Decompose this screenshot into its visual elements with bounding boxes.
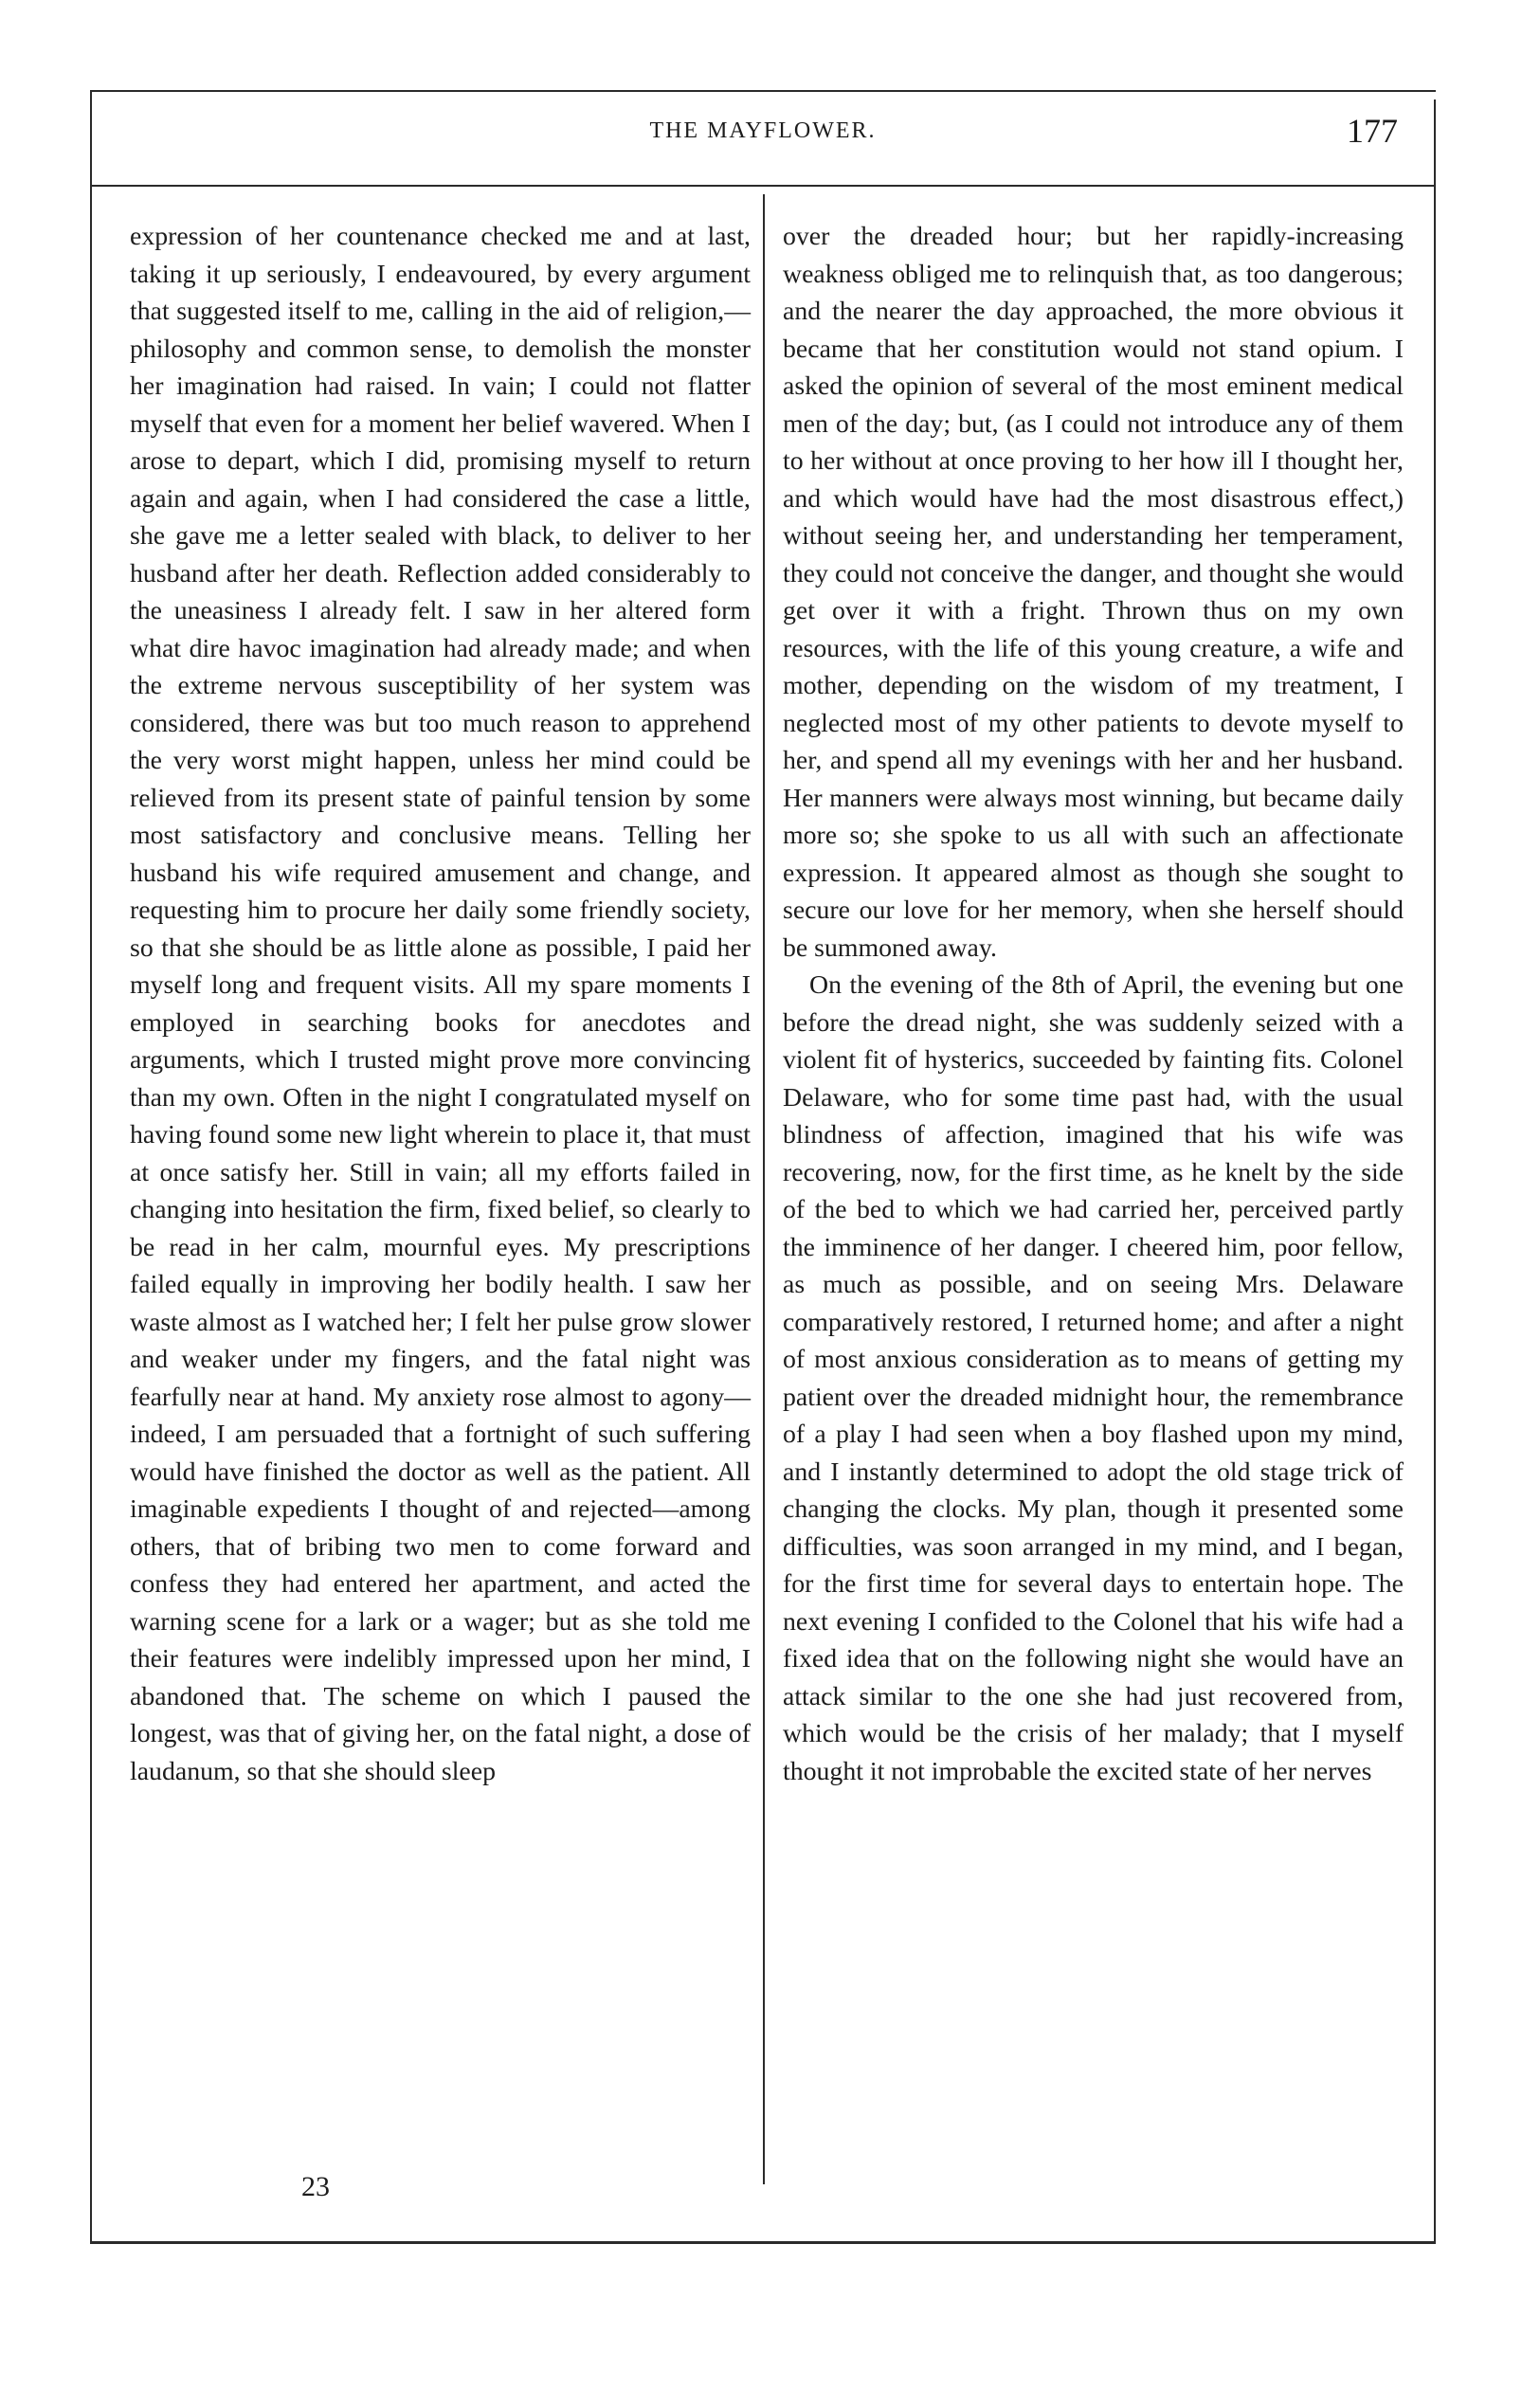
- right-column: [783, 218, 1404, 1790]
- running-title: THE MAYFLOWER.: [649, 118, 877, 143]
- right-border-rule: [1434, 100, 1436, 2241]
- header-rule: [90, 185, 1436, 187]
- left-border-rule: [90, 90, 92, 2241]
- column-divider: [763, 194, 765, 2184]
- top-border-rule: [90, 90, 1436, 92]
- left-column-paragraph: expression of her countenance checked me and at last, taking it up seriously, I endeavoured, by every argument that suggested itself to me, calling in the aid of religion,—philosophy and common sense, to demolish the monster her imagination had raised. In vain; I could not flatter myself that even for a moment her belief wavered. When I arose to depart, which I did, promising myself to return again and again, when I had considered the case a little, she gave me a letter sealed with black, to deliver to her husband after her death. Reflection added considerably to the uneasiness I already felt. I saw in her altered form what dire havoc imagination had already made; and when the extreme nervous susceptibility of her system was considered, there was but too much reason to apprehend the very worst might happen, unless her mind could be relieved from its present state of painful tension by some most satisfactory and conclusive means. Telling her husband his wife required amusement and change, and requesting him to procure her daily some friendly society, so that she should be as little alone as possible, I paid her myself long and frequent visits. All my spare moments I employed in searching books for anecdotes and arguments, which I trusted might prove more convincing than my own. Often in the night I congratulated myself on having found some new light wherein to place it, that must at once satisfy her. Still in vain; all my efforts failed in changing into hesitation the firm, fixed belief, so clearly to be read in her calm, mournful eyes. My prescriptions failed equally in improving her bodily health. I saw her waste almost as I watched her; I felt her pulse grow slower and weaker under my fingers, and the fatal night was fearfully near at hand. My anxiety rose almost to agony—indeed, I am persuaded that a fortnight of such suffering would have finished the doctor as well as the patient. All imaginable expedients I thought of and rejected—among others, that of bribing two men to come forward and confess they had entered her apartment, and acted the warning scene for a lark or a wager; but as she told me their features were indelibly impressed upon her mind, I abandoned that. The scheme on which I paused the longest, was that of giving her, on the fatal night, a dose of laudanum, so that she should sleep: [130, 222, 751, 1786]
- page-number: 177: [1347, 112, 1398, 150]
- page-frame: [90, 90, 1436, 2251]
- running-head: [90, 112, 1436, 166]
- right-column-paragraph: On the evening of the 8th of April, the evening but one before the dread night, she was suddenly seized with a violent fit of hysterics, succeeded by fainting fits. Colonel Delaware, who for some time past had, with the usual blindness of affection, imagined that his wife was recovering, now, for the first time, as he knelt by the side of the bed to which we had carried her, perceived partly the imminence of her danger. I cheered him, poor fellow, as much as possible, and on seeing Mrs. Delaware comparatively restored, I returned home; and after a night of most anxious consideration as to means of getting my patient over the dreaded midnight hour, the remembrance of a play I had seen when a boy flashed upon my mind, and I instantly determined to adopt the old stage trick of changing the clocks. My plan, though it presented some difficulties, was soon arranged in my mind, and I began, for the first time for several days to entertain hope. The next evening I confided to the Colonel that his wife had a fixed idea that on the following night she would have an attack similar to the one she had just recovered from, which would be the crisis of her malady; that I myself thought it not improbable the excited state of her nerves: [783, 970, 1404, 1786]
- signature-mark: 23: [301, 2171, 330, 2202]
- left-column: [130, 218, 751, 1790]
- bottom-border-rule: [90, 2241, 1436, 2244]
- right-column-paragraph: over the dreaded hour; but her rapidly-increasing weakness obliged me to relinquish that, as too dangerous; and the nearer the day approached, the more obvious it became that her constitution would not stand opium. I asked the opinion of several of the most eminent medical men of the day; but, (as I could not introduce any of them to her without at once proving to her how ill I thought her, and which would have had the most disastrous effect,) without seeing her, and understanding her temperament, they could not conceive the danger, and thought she would get over it with a fright. Thrown thus on my own resources, with the life of this young creature, a wife and mother, depending on the wisdom of my treatment, I neglected most of my other patients to devote myself to her, and spend all my evenings with her and her husband. Her manners were always most winning, but became daily more so; she spoke to us all with such an affectionate expression. It appeared almost as though she sought to secure our love for her memory, when she herself should be summoned away.: [783, 222, 1404, 963]
